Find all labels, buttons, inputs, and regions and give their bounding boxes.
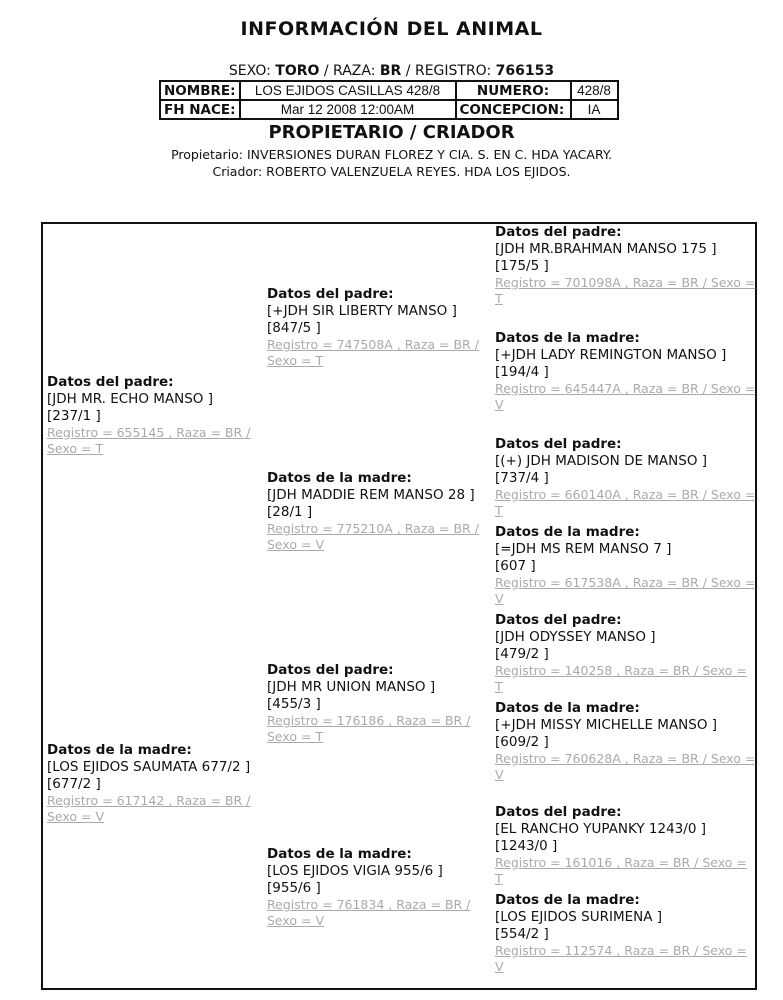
concepcion-label: CONCEPCION: xyxy=(456,100,571,119)
pedigree-heading: Datos de la madre: xyxy=(495,524,640,540)
pedigree-heading: Datos del padre: xyxy=(495,804,622,820)
animal-summary-line: SEXO: TORO / RAZA: BR / REGISTRO: 766153 xyxy=(228,63,555,79)
pedigree-registry-link[interactable]: Registro = 645447A , Raza = BR / Sexo = V xyxy=(495,381,756,412)
pedigree-animal-name: [JDH ODYSSEY MANSO ] xyxy=(495,629,656,645)
fh-nace-value: Mar 12 2008 12:00AM xyxy=(240,100,456,119)
pedigree-registry-link[interactable]: Registro = 701098A , Raza = BR / Sexo = T xyxy=(495,275,756,306)
registro-value: 766153 xyxy=(495,63,555,79)
pedigree-animal-ref: [607 ] xyxy=(495,558,536,574)
pedigree-animal-name: [EL RANCHO YUPANKY 1243/0 ] xyxy=(495,821,706,837)
pedigree-animal-ref: [737/4 ] xyxy=(495,470,549,486)
numero-value: 428/8 xyxy=(571,81,618,100)
pedigree-heading: Datos de la madre: xyxy=(495,892,640,908)
pedigree-registry-link[interactable]: Registro = 761834 , Raza = BR / Sexo = V xyxy=(267,897,471,928)
pedigree-animal-ref: [175/5 ] xyxy=(495,258,549,274)
pedigree-animal-ref: [955/6 ] xyxy=(267,880,321,896)
propietario-line: Propietario: INVERSIONES DURAN FLOREZ Y CIA. S. EN C. HDA YACARY. xyxy=(171,147,612,162)
pedigree-sire xyxy=(47,374,259,457)
pedigree-animal-ref: [1243/0 ] xyxy=(495,838,558,854)
pedigree-sire-sire xyxy=(267,286,487,369)
pedigree-animal-ref: [847/5 ] xyxy=(267,320,321,336)
pedigree-sire-dam xyxy=(267,470,487,553)
pedigree-animal-name: [JDH MADDIE REM MANSO 28 ] xyxy=(267,487,475,503)
pedigree-registry-link[interactable]: Registro = 176186 , Raza = BR / Sexo = T xyxy=(267,713,471,744)
pedigree-dam-sire xyxy=(267,662,487,745)
pedigree-great-grandparent xyxy=(495,700,757,783)
pedigree-great-grandparent xyxy=(495,892,757,975)
pedigree-animal-name: [=JDH MS REM MANSO 7 ] xyxy=(495,541,672,557)
pedigree-registry-link[interactable]: Registro = 617142 , Raza = BR / Sexo = V xyxy=(47,793,251,824)
nombre-label: NOMBRE: xyxy=(160,81,240,100)
raza-value: BR xyxy=(379,63,402,79)
pedigree-registry-link[interactable]: Registro = 112574 , Raza = BR / Sexo = V xyxy=(495,943,747,974)
pedigree-dam xyxy=(47,742,259,825)
pedigree-great-grandparent xyxy=(495,804,757,887)
pedigree-great-grandparent xyxy=(495,612,757,695)
pedigree-animal-name: [LOS EJIDOS VIGIA 955/6 ] xyxy=(267,863,443,879)
criador-line: Criador: ROBERTO VALENZUELA REYES. HDA LOS EJIDOS. xyxy=(212,164,571,179)
pedigree-animal-ref: [677/2 ] xyxy=(47,776,101,792)
pedigree-heading: Datos de la madre: xyxy=(495,330,640,346)
pedigree-heading: Datos del padre: xyxy=(495,612,622,628)
registro-label: REGISTRO: xyxy=(414,63,492,79)
pedigree-animal-name: [+JDH MISSY MICHELLE MANSO ] xyxy=(495,717,718,733)
pedigree-animal-ref: [194/4 ] xyxy=(495,364,549,380)
pedigree-great-grandparent xyxy=(495,436,757,519)
numero-label: NUMERO: xyxy=(456,81,571,100)
pedigree-dam-dam xyxy=(267,846,487,929)
pedigree-animal-ref: [479/2 ] xyxy=(495,646,549,662)
pedigree-heading: Datos de la madre: xyxy=(267,846,412,862)
pedigree-animal-name: [JDH MR UNION MANSO ] xyxy=(267,679,436,695)
pedigree-heading: Datos del padre: xyxy=(495,224,622,240)
pedigree-registry-link[interactable]: Registro = 617538A , Raza = BR / Sexo = V xyxy=(495,575,756,606)
pedigree-heading: Datos de la madre: xyxy=(267,470,412,486)
pedigree-registry-link[interactable]: Registro = 775210A , Raza = BR / Sexo = V xyxy=(267,521,479,552)
pedigree-animal-name: [(+) JDH MADISON DE MANSO ] xyxy=(495,453,708,469)
raza-label: RAZA: xyxy=(333,63,376,79)
info-row-2 xyxy=(160,100,618,119)
pedigree-chart xyxy=(41,222,757,990)
pedigree-animal-ref: [28/1 ] xyxy=(267,504,313,520)
pedigree-heading: Datos del padre: xyxy=(495,436,622,452)
pedigree-registry-link[interactable]: Registro = 655145 , Raza = BR / Sexo = T xyxy=(47,425,251,456)
pedigree-animal-ref: [237/1 ] xyxy=(47,408,101,424)
concepcion-value: IA xyxy=(571,100,618,119)
pedigree-animal-ref: [609/2 ] xyxy=(495,734,549,750)
pedigree-heading: Datos del padre: xyxy=(47,374,174,390)
sexo-value: TORO xyxy=(275,63,320,79)
pedigree-registry-link[interactable]: Registro = 140258 , Raza = BR / Sexo = T xyxy=(495,663,747,694)
pedigree-animal-name: [+JDH LADY REMINGTON MANSO ] xyxy=(495,347,727,363)
pedigree-registry-link[interactable]: Registro = 161016 , Raza = BR / Sexo = T xyxy=(495,855,747,886)
info-row-1 xyxy=(160,81,618,100)
pedigree-registry-link[interactable]: Registro = 760628A , Raza = BR / Sexo = V xyxy=(495,751,756,782)
pedigree-heading: Datos de la madre: xyxy=(495,700,640,716)
pedigree-great-grandparent xyxy=(495,224,757,307)
pedigree-animal-name: [JDH MR. ECHO MANSO ] xyxy=(47,391,213,407)
pedigree-animal-name: [LOS EJIDOS SAUMATA 677/2 ] xyxy=(47,759,251,775)
pedigree-great-grandparent xyxy=(495,330,757,413)
nombre-value: LOS EJIDOS CASILLAS 428/8 xyxy=(240,81,456,100)
pedigree-heading: Datos del padre: xyxy=(267,662,394,678)
pedigree-heading: Datos de la madre: xyxy=(47,742,192,758)
pedigree-animal-name: [LOS EJIDOS SURIMENA ] xyxy=(495,909,663,925)
sexo-label: SEXO: xyxy=(228,63,271,79)
animal-info-table xyxy=(159,80,619,120)
pedigree-great-grandparent xyxy=(495,524,757,607)
pedigree-animal-name: [JDH MR.BRAHMAN MANSO 175 ] xyxy=(495,241,717,257)
fh-nace-label: FH NACE: xyxy=(160,100,240,119)
page-title: INFORMACIÓN DEL ANIMAL xyxy=(240,18,543,40)
owner-section-title: PROPIETARIO / CRIADOR xyxy=(268,122,515,143)
pedigree-animal-name: [+JDH SIR LIBERTY MANSO ] xyxy=(267,303,457,319)
pedigree-registry-link[interactable]: Registro = 660140A , Raza = BR / Sexo = T xyxy=(495,487,756,518)
pedigree-animal-ref: [455/3 ] xyxy=(267,696,321,712)
pedigree-registry-link[interactable]: Registro = 747508A , Raza = BR / Sexo = T xyxy=(267,337,479,368)
pedigree-animal-ref: [554/2 ] xyxy=(495,926,549,942)
pedigree-heading: Datos del padre: xyxy=(267,286,394,302)
